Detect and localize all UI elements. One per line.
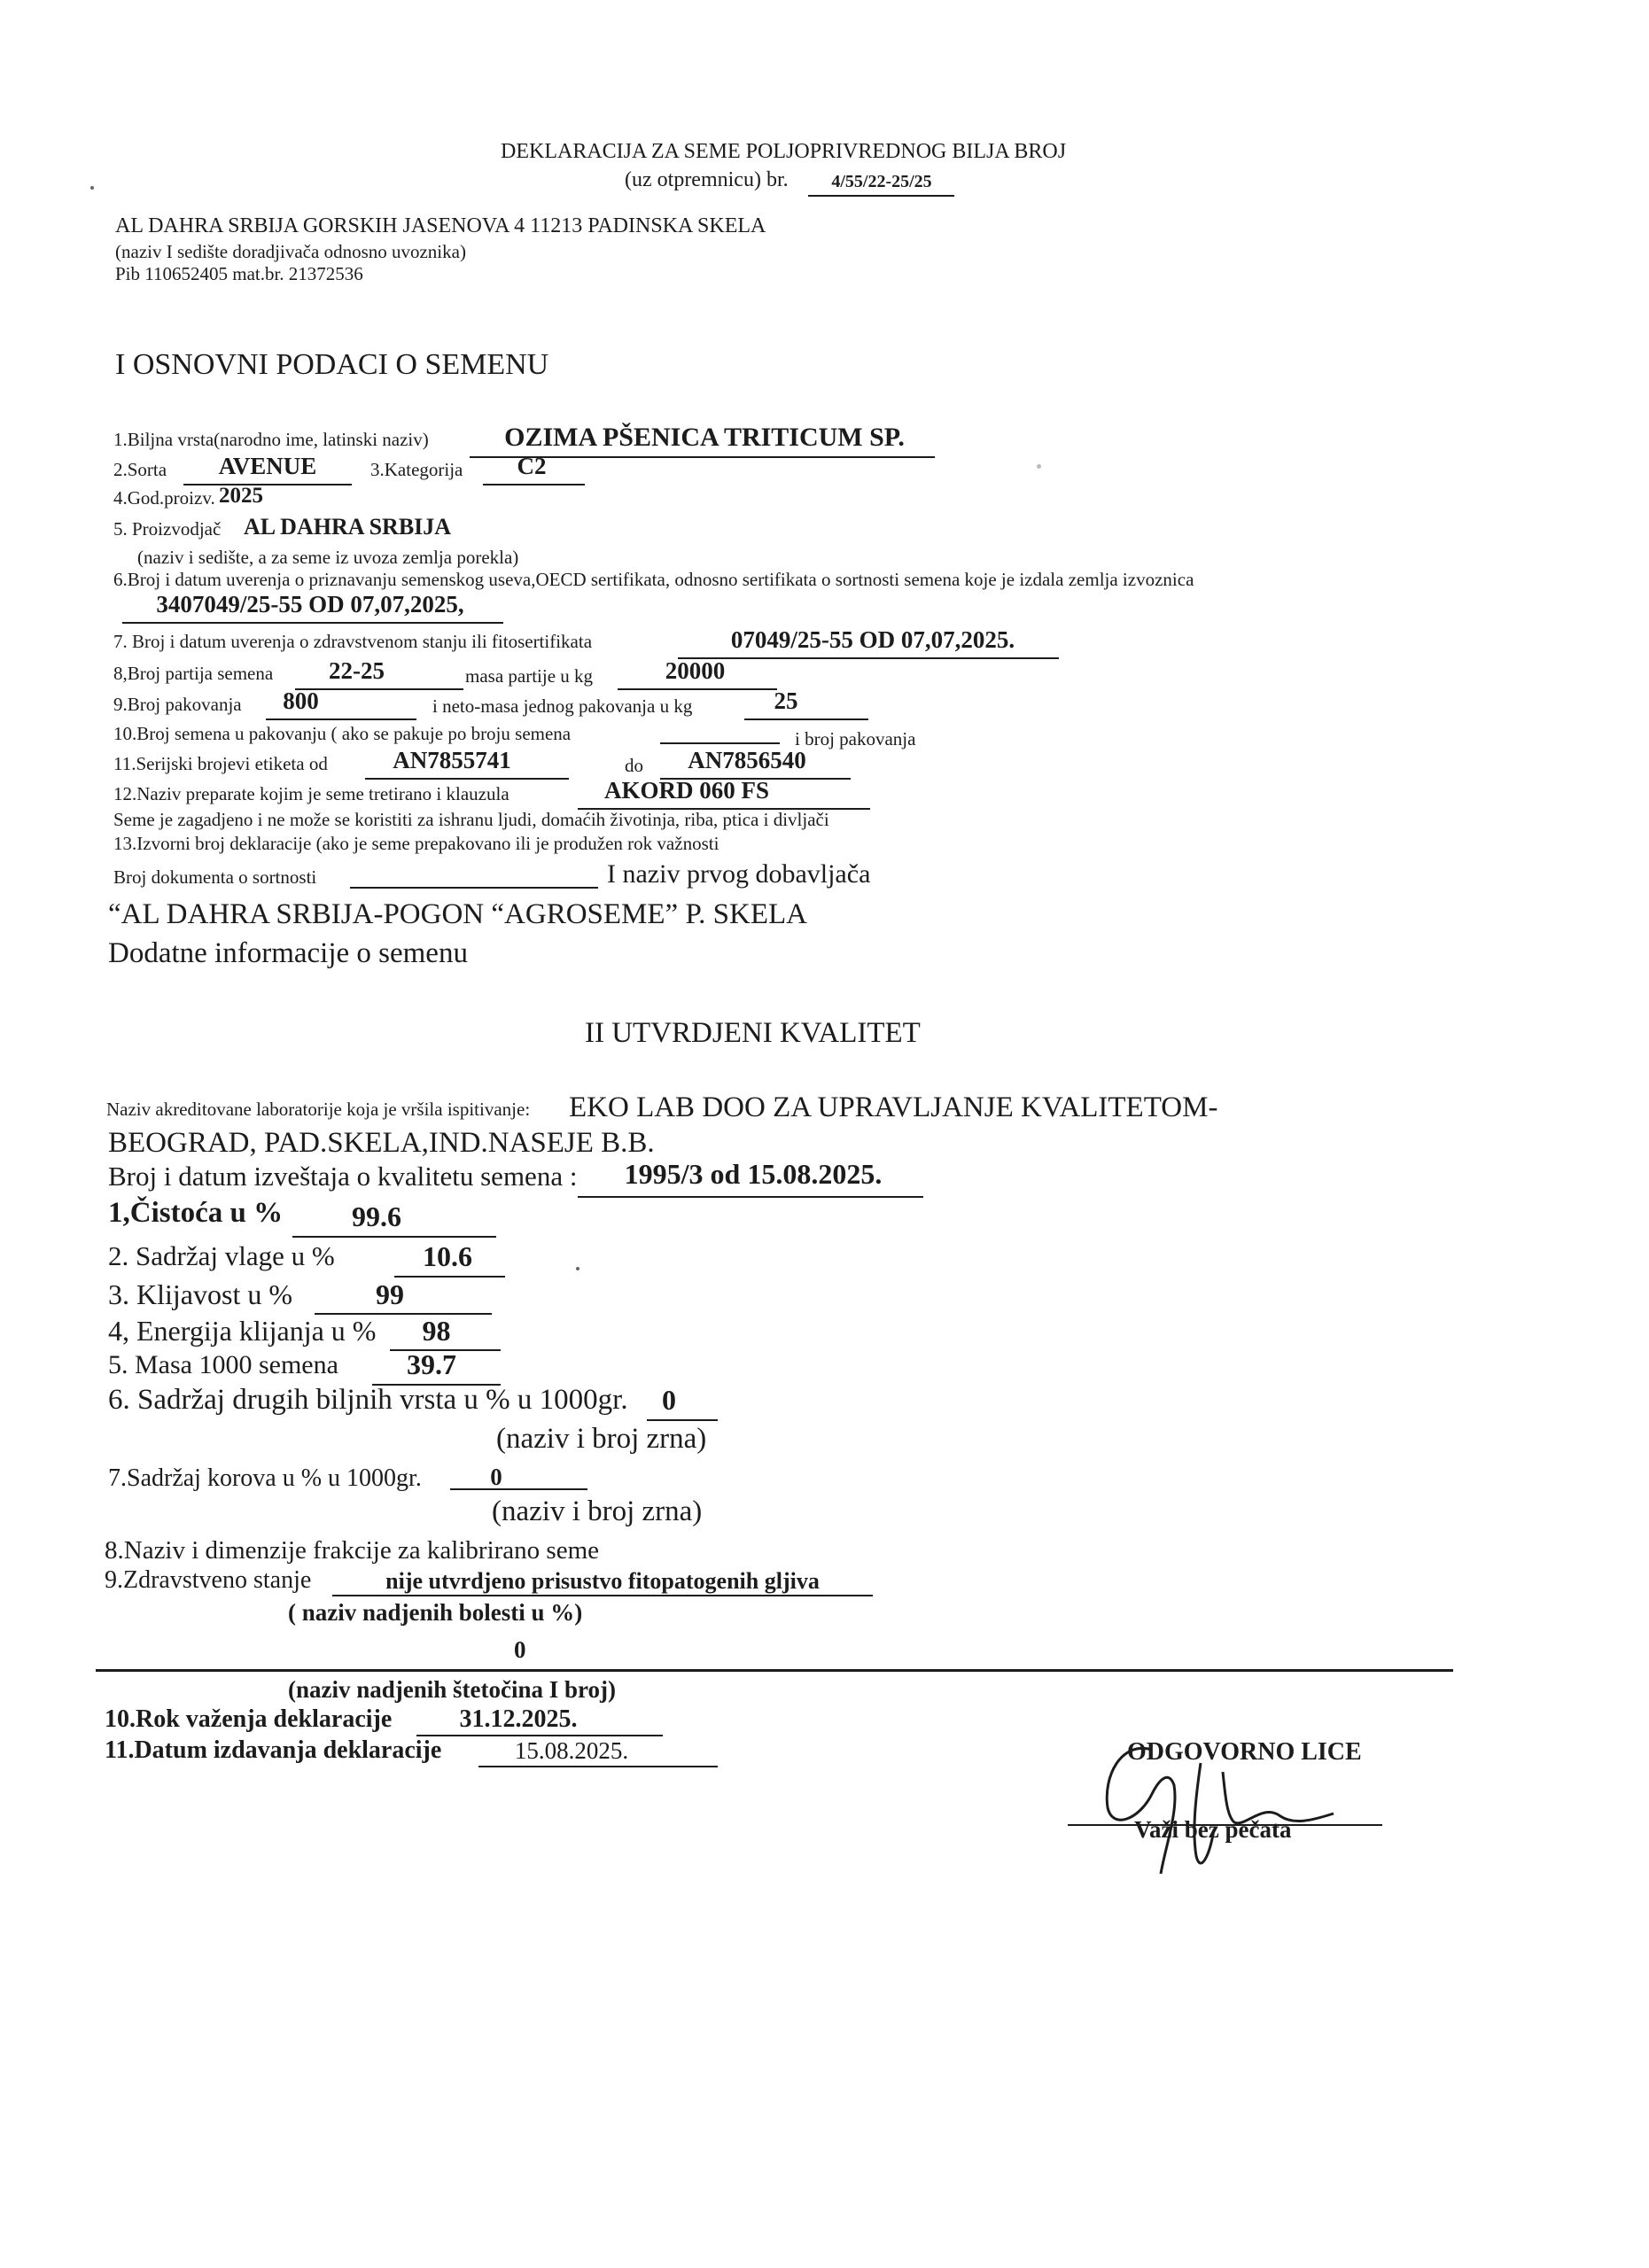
q10-value: 31.12.2025. — [459, 1705, 578, 1733]
section1-heading: I OSNOVNI PODACI O SEMENU — [115, 348, 549, 381]
report-label: Broj i datum izveštaja o kvalitetu semena : — [108, 1161, 578, 1192]
lab-value-line1: EKO LAB DOO ZA UPRAVLJANJE KVALITETOM- — [569, 1091, 1218, 1123]
q6-label: 6. Sadržaj drugih biljnih vrsta u % u 1000gr. — [108, 1384, 628, 1416]
q7-value: 0 — [490, 1464, 502, 1490]
field9-net-value: 25 — [774, 687, 798, 714]
field4-label: 4.God.proizv. — [113, 487, 215, 509]
q9-label: 9.Zdravstveno stanje — [105, 1566, 312, 1594]
field8-mass-value: 20000 — [665, 657, 726, 684]
field6-label: 6.Broj i datum uverenja o priznavanju semenskog useva,OECD sertifikata, odnosno sertifikata o sortnosti semena koje je izdala zemlja izvoznica — [113, 569, 1194, 590]
supplier-label: I naziv prvog dobavljača — [607, 859, 871, 889]
field12-label: 12.Naziv preparate kojim je seme tretirano i klauzula — [113, 783, 509, 804]
field8-label: 8,Broj partija semena — [113, 663, 274, 684]
field2-underline — [183, 484, 352, 485]
q9-underline — [332, 1595, 873, 1596]
delivery-note-label: (uz otpremnicu) br. — [625, 168, 789, 191]
field12-value: AKORD 060 FS — [603, 777, 769, 804]
q7-underline — [450, 1488, 587, 1490]
field8-mass-label: masa partije u kg — [465, 665, 594, 687]
field6-value: 3407049/25-55 OD 07,07,2025, — [156, 591, 464, 617]
q2-underline — [394, 1276, 505, 1278]
q2-value: 10.6 — [423, 1240, 472, 1272]
q7-label: 7.Sadržaj korova u % u 1000gr. — [108, 1464, 422, 1492]
scan-speck — [576, 1267, 579, 1270]
field10-label: 10.Broj semena u pakovanju ( ako se pakuje po broju semena — [113, 723, 572, 744]
field9-label: 9.Broj pakovanja — [113, 694, 242, 715]
field9-net-underline — [744, 718, 868, 720]
scan-speck — [1037, 464, 1041, 469]
report-underline — [578, 1196, 923, 1198]
q6-underline — [647, 1419, 718, 1421]
field12-warning: Seme je zagadjeno i ne može se koristiti za ishranu ljudi, domaćih životinja, riba, ptica i divljači — [113, 809, 829, 830]
field8-value: 22-25 — [329, 657, 385, 684]
valid-without-stamp: Važi bez pečata — [1134, 1816, 1292, 1843]
field11-do: do — [625, 755, 643, 776]
q4-label: 4, Energija klijanja u % — [108, 1315, 377, 1347]
q3-label: 3. Klijavost u % — [108, 1278, 292, 1310]
field5-value: AL DAHRA SRBIJA — [244, 514, 452, 540]
field4-value: 2025 — [219, 484, 263, 508]
declaration-number-underline — [808, 195, 954, 197]
field1-label: 1.Biljna vrsta(narodno ime, latinski naziv) — [113, 429, 429, 450]
field9-underline — [266, 718, 416, 720]
field5-label: 5. Proizvodjač — [113, 518, 222, 540]
q1-label: 1,Čistoća u % — [108, 1197, 284, 1229]
q5-value: 39.7 — [407, 1348, 456, 1380]
q7-note: (naziv i broj zrna) — [492, 1495, 703, 1527]
field9-net-label: i neto-masa jednog pakovanja u kg — [432, 695, 693, 717]
field7-value: 07049/25-55 OD 07,07,2025. — [730, 626, 1015, 653]
field11-label: 11.Serijski brojevi etiketa od — [113, 753, 328, 774]
field7-label: 7. Broj i datum uverenja o zdravstvenom stanju ili fitosertifikata — [113, 631, 593, 652]
report-value: 1995/3 od 15.08.2025. — [624, 1158, 883, 1190]
field11-from: AN7855741 — [393, 747, 511, 773]
field6-underline — [122, 622, 503, 624]
section-divider — [96, 1669, 1453, 1672]
supplier-value: “AL DAHRA SRBIJA-POGON “AGROSEME” P. SKELA — [108, 898, 807, 930]
field1-value: OZIMA PŠENICA TRITICUM SP. — [504, 423, 905, 452]
q6-value: 0 — [662, 1384, 676, 1416]
q3-value: 99 — [376, 1278, 404, 1310]
company-name-address: AL DAHRA SRBIJA GORSKIH JASENOVA 4 11213 PADINSKA SKELA — [115, 214, 766, 237]
company-caption: (naziv I sedište doradjivača odnosno uvoznika) — [115, 241, 466, 262]
q9-note: ( naziv nadjenih bolesti u %) — [288, 1599, 583, 1626]
field3-underline — [483, 484, 585, 485]
declaration-number: 4/55/22-25/25 — [831, 172, 932, 191]
variety-doc-underline — [350, 887, 598, 889]
q6-note: (naziv i broj zrna) — [496, 1423, 707, 1455]
pests-value: 0 — [514, 1636, 526, 1663]
field3-label: 3.Kategorija — [370, 459, 463, 480]
lab-value-line2: BEOGRAD, PAD.SKELA,IND.NASEJE B.B. — [108, 1127, 655, 1159]
scan-speck — [90, 186, 94, 190]
q1-value: 99.6 — [352, 1200, 401, 1232]
declaration-title: DEKLARACIJA ZA SEME POLJOPRIVREDNOG BILJA BROJ — [501, 140, 1067, 163]
field2-label: 2.Sorta — [113, 459, 167, 480]
field13-label: 13.Izvorni broj deklaracije (ako je seme prepakovano ili je produžen rok važnosti — [113, 833, 719, 854]
field10-underline — [660, 742, 780, 744]
field9-value: 800 — [283, 687, 319, 714]
q10-label: 10.Rok važenja deklaracije — [105, 1705, 393, 1733]
section2-heading: II UTVRDJENI KVALITET — [585, 1017, 921, 1049]
q2-label: 2. Sadržaj vlage u % — [108, 1240, 335, 1271]
additional-info: Dodatne informacije o semenu — [108, 937, 468, 969]
field2-value: AVENUE — [218, 453, 317, 479]
q10-underline — [416, 1735, 663, 1736]
responsible-person-title: ODGOVORNO LICE — [1127, 1738, 1362, 1766]
field11-to: AN7856540 — [688, 747, 806, 773]
handwritten-signature — [1068, 1723, 1404, 1900]
field10-tail: i broj pakovanja — [795, 728, 916, 750]
company-ids: Pib 110652405 mat.br. 21372536 — [115, 263, 363, 284]
field5-note: (naziv i sedište, a za seme iz uvoza zemlja porekla) — [137, 547, 519, 568]
variety-doc-label: Broj dokumenta o sortnosti — [113, 866, 317, 888]
lab-label: Naziv akreditovane laboratorije koja je vršila ispitivanje: — [106, 1099, 531, 1120]
q8-label: 8.Naziv i dimenzije frakcije za kalibrirano seme — [105, 1536, 599, 1565]
q4-value: 98 — [422, 1315, 451, 1347]
q11-underline — [478, 1766, 718, 1767]
q11-value: 15.08.2025. — [514, 1737, 629, 1764]
q11-label: 11.Datum izdavanja deklaracije — [105, 1736, 442, 1764]
q5-label: 5. Masa 1000 semena — [108, 1350, 338, 1379]
field11-from-underline — [365, 778, 569, 780]
q1-underline — [292, 1236, 496, 1238]
field3-value: C2 — [517, 453, 547, 479]
q9-value: nije utvrdjeno prisustvo fitopatogenih gljiva — [385, 1568, 820, 1594]
pests-note: (naziv nadjenih štetočina I broj) — [288, 1676, 617, 1703]
